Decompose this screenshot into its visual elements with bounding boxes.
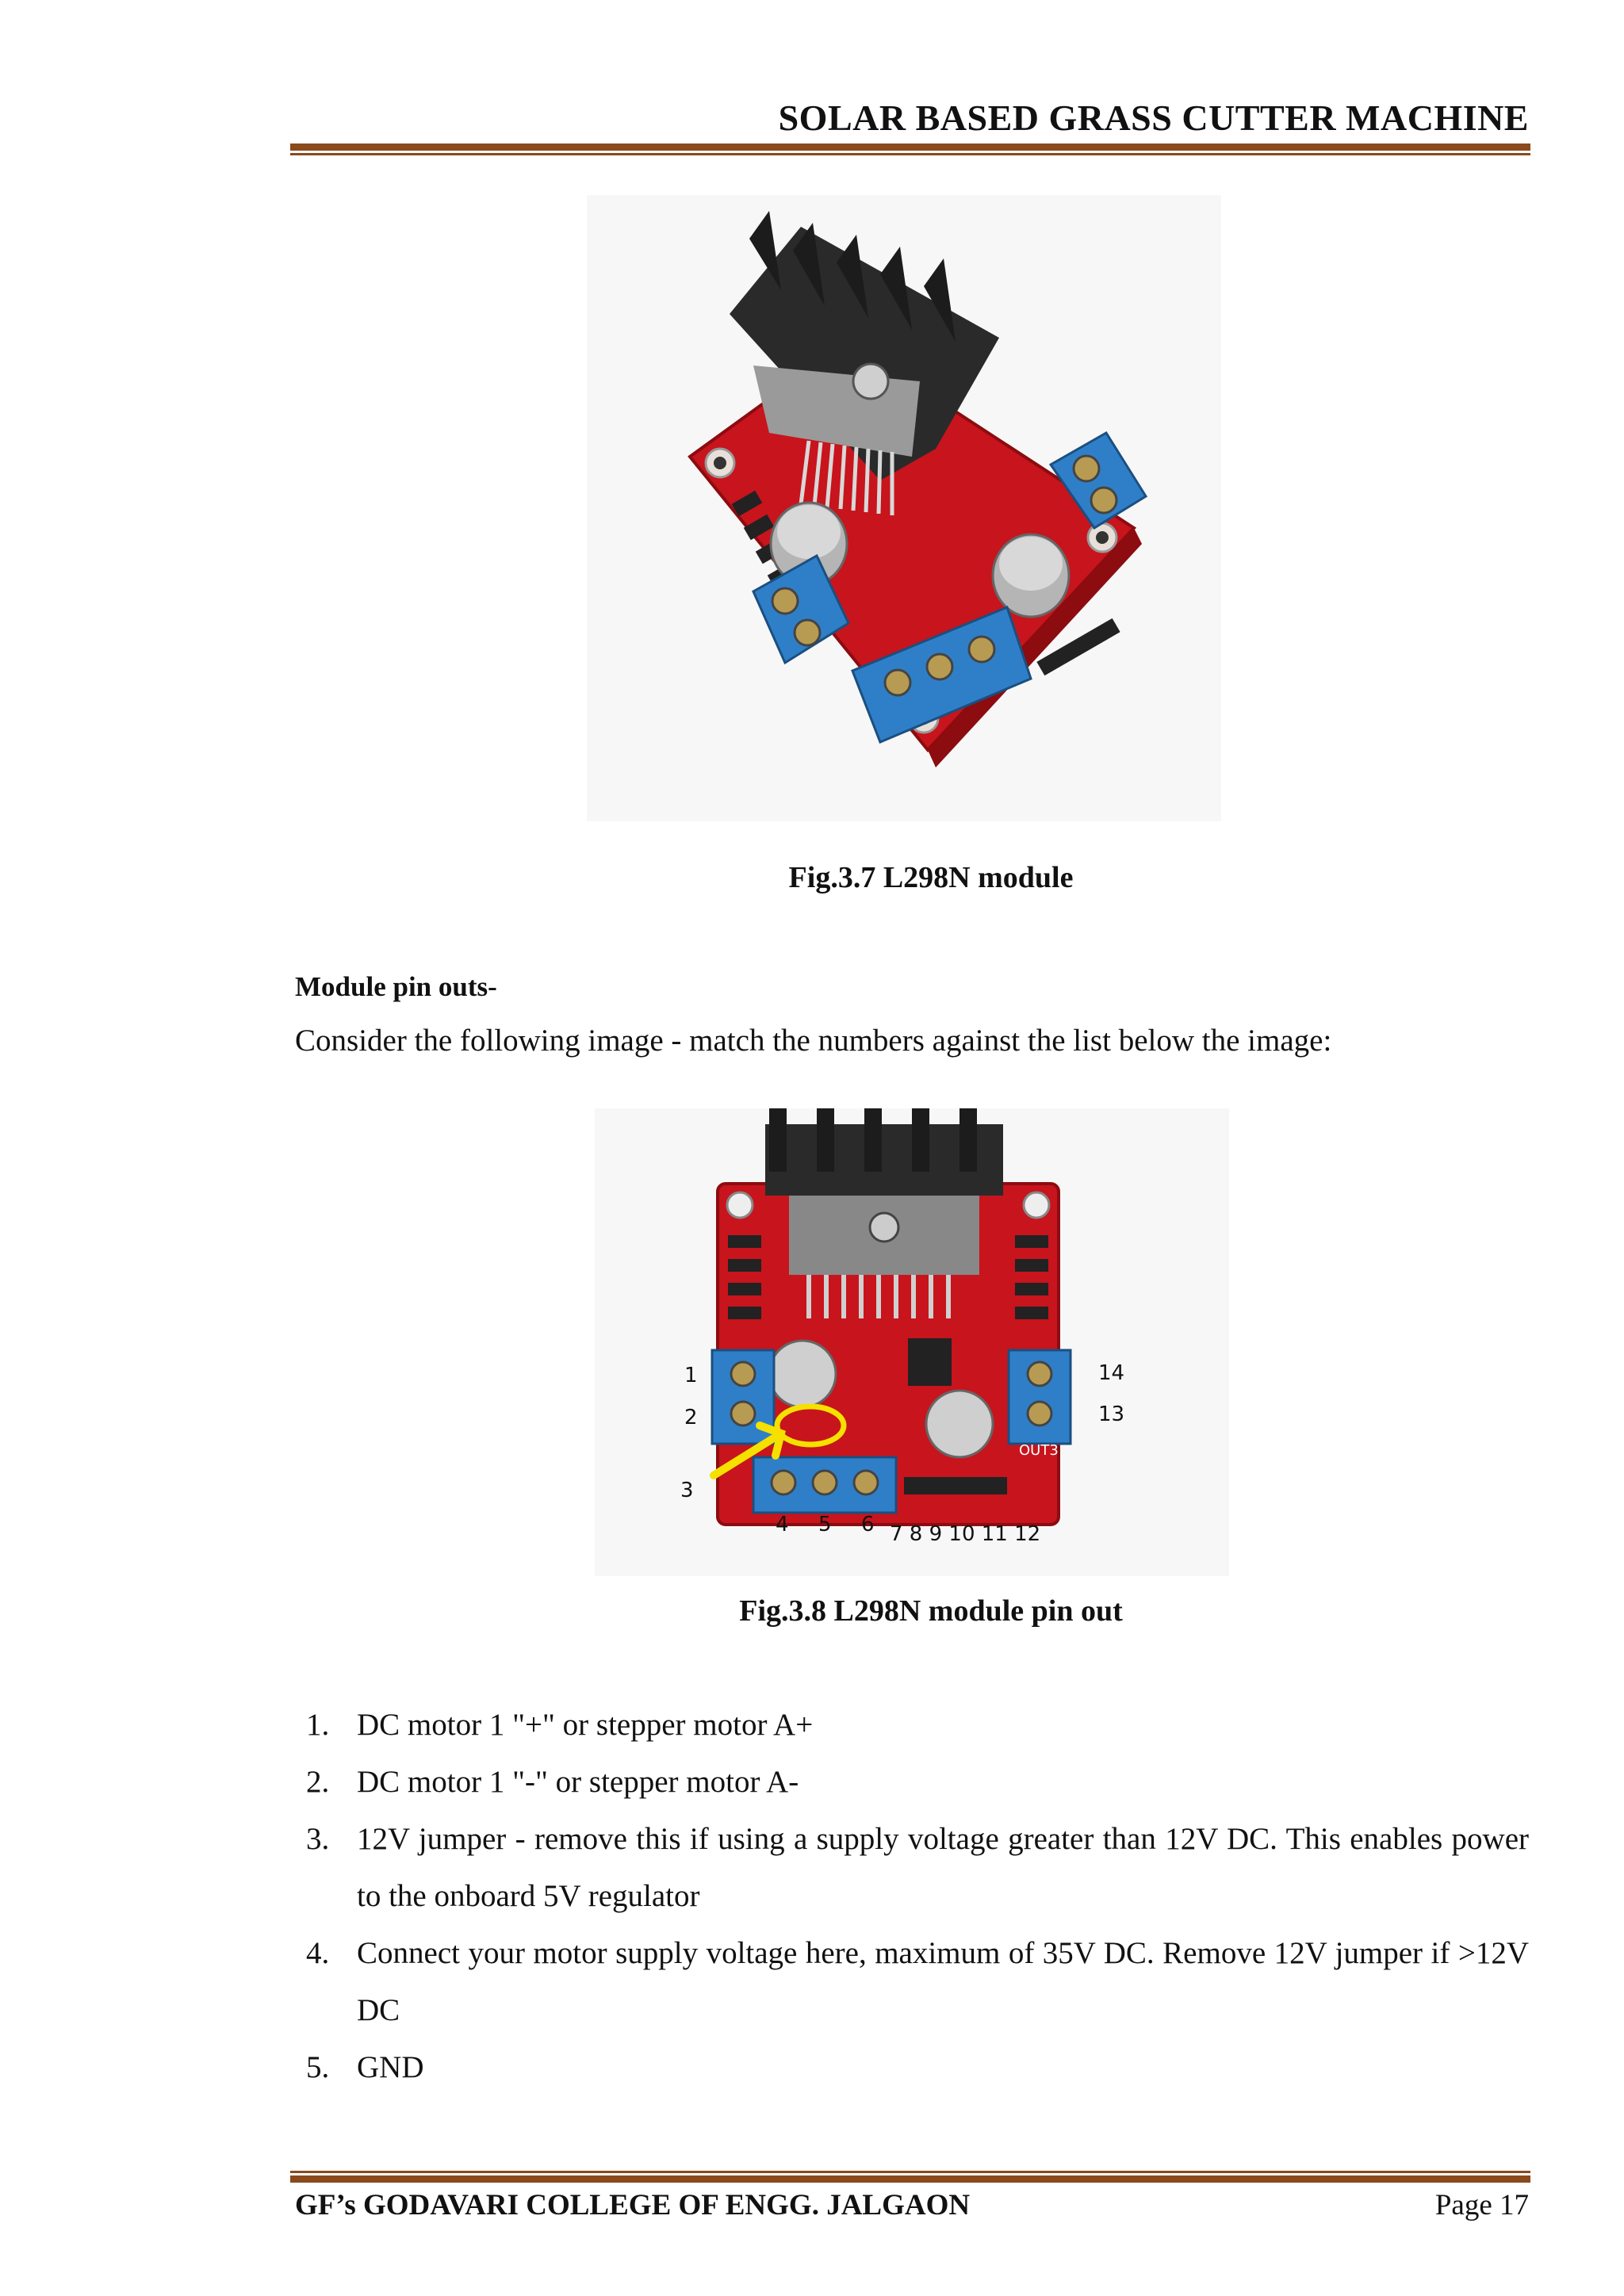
- pin-label-6: 6: [861, 1513, 875, 1536]
- l298n-module-photo: [587, 195, 1221, 821]
- list-item-text: 12V jumper - remove this if using a supply voltage greater than 12V DC. This enables power to the onboard 5V regulator: [357, 1822, 1529, 1913]
- list-item-text: DC motor 1 "+" or stepper motor A+: [357, 1708, 814, 1742]
- footer-college-name: GF’s GODAVARI COLLEGE OF ENGG. JALGAON: [295, 2189, 971, 2221]
- list-item-text: GND: [357, 2050, 424, 2084]
- figure-3-7-caption: Fig.3.7 L298N module: [788, 861, 1074, 894]
- list-item: [295, 1811, 1529, 1925]
- pin-label-14: 14: [1098, 1361, 1125, 1385]
- pin-description-list: [295, 1697, 1529, 2096]
- pin-label-5: 5: [818, 1513, 832, 1536]
- list-item: [295, 1925, 1529, 2039]
- list-item: [295, 2039, 1529, 2096]
- l298n-pinout-photo: [595, 1108, 1229, 1576]
- list-item-number: 3.: [306, 1822, 330, 1856]
- list-item: [295, 1754, 1529, 1811]
- list-item-number: 5.: [306, 2050, 330, 2084]
- list-item-text: DC motor 1 "-" or stepper motor A-: [357, 1765, 799, 1799]
- section-intro-text: Consider the following image - match the numbers against the list below the image:: [295, 1024, 1332, 1058]
- pin-label-3: 3: [680, 1479, 694, 1502]
- list-item-number: 1.: [306, 1708, 330, 1742]
- footer-rule: [290, 2171, 1530, 2183]
- pin-label-13: 13: [1098, 1402, 1125, 1426]
- pin-label-1: 1: [684, 1364, 698, 1387]
- page-number: Page 17: [1434, 2189, 1529, 2221]
- pin-label-4: 4: [776, 1513, 789, 1536]
- figure-3-8-caption: Fig.3.8 L298N module pin out: [739, 1594, 1123, 1628]
- running-title: SOLAR BASED GRASS CUTTER MACHINE: [778, 98, 1529, 138]
- header-rule: [290, 144, 1530, 155]
- list-item: [295, 1697, 1529, 1754]
- pin-label-2: 2: [684, 1406, 698, 1429]
- section-subheading: Module pin outs-: [295, 971, 497, 1002]
- list-item-number: 4.: [306, 1936, 330, 1970]
- list-item-text: Connect your motor supply voltage here, maximum of 35V DC. Remove 12V jumper if >12V DC: [357, 1936, 1529, 2027]
- board-label-out3: OUT3: [1019, 1442, 1059, 1459]
- pin-label-7-12: 7 8 9 10 11 12: [890, 1522, 1041, 1546]
- list-item-number: 2.: [306, 1765, 330, 1799]
